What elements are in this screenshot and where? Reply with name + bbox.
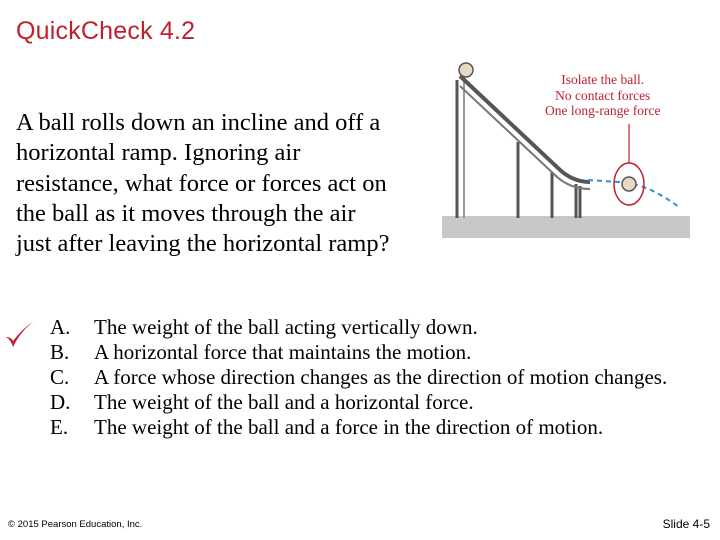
caption-line: Isolate the ball.	[561, 72, 645, 87]
ball-top	[459, 63, 473, 77]
answer-text: A force whose direction changes as the direction of motion changes.	[94, 365, 668, 389]
checkmark-icon	[0, 318, 36, 354]
answer-text: A horizontal force that maintains the motion.	[94, 340, 472, 364]
figure-caption	[545, 72, 660, 119]
answer-option-c[interactable]	[50, 365, 690, 390]
caption-line: No contact forces	[555, 87, 651, 103]
ground	[442, 216, 690, 238]
question-text: A ball rolls down an incline and off a horizontal ramp. Ignoring air resistance, what force or forces act on the ball as it moves through the air just after leaving the horizontal ramp?	[16, 109, 390, 258]
caption-line: One long-range force	[545, 103, 661, 118]
answer-letter: B.	[50, 340, 70, 364]
answer-text: The weight of the ball and a horizontal force.	[94, 390, 474, 414]
ball-in-flight	[622, 177, 636, 191]
answer-option-e[interactable]	[50, 415, 690, 440]
answer-option-a[interactable]	[50, 315, 690, 340]
answer-text: The weight of the ball acting vertically down.	[94, 315, 478, 339]
answer-text: The weight of the ball and a force in the direction of motion.	[94, 415, 604, 439]
answer-list	[50, 315, 690, 440]
answer-letter: A.	[50, 315, 71, 339]
slide-title: QuickCheck 4.2	[16, 17, 196, 45]
answer-letter: C.	[50, 365, 70, 389]
answer-option-b[interactable]	[50, 340, 690, 365]
answer-letter: D.	[50, 390, 71, 414]
answer-option-d[interactable]	[50, 390, 690, 415]
copyright: © 2015 Pearson Education, Inc.	[8, 519, 143, 530]
slide-number: Slide 4-5	[662, 517, 710, 531]
answer-letter: E.	[50, 415, 69, 439]
